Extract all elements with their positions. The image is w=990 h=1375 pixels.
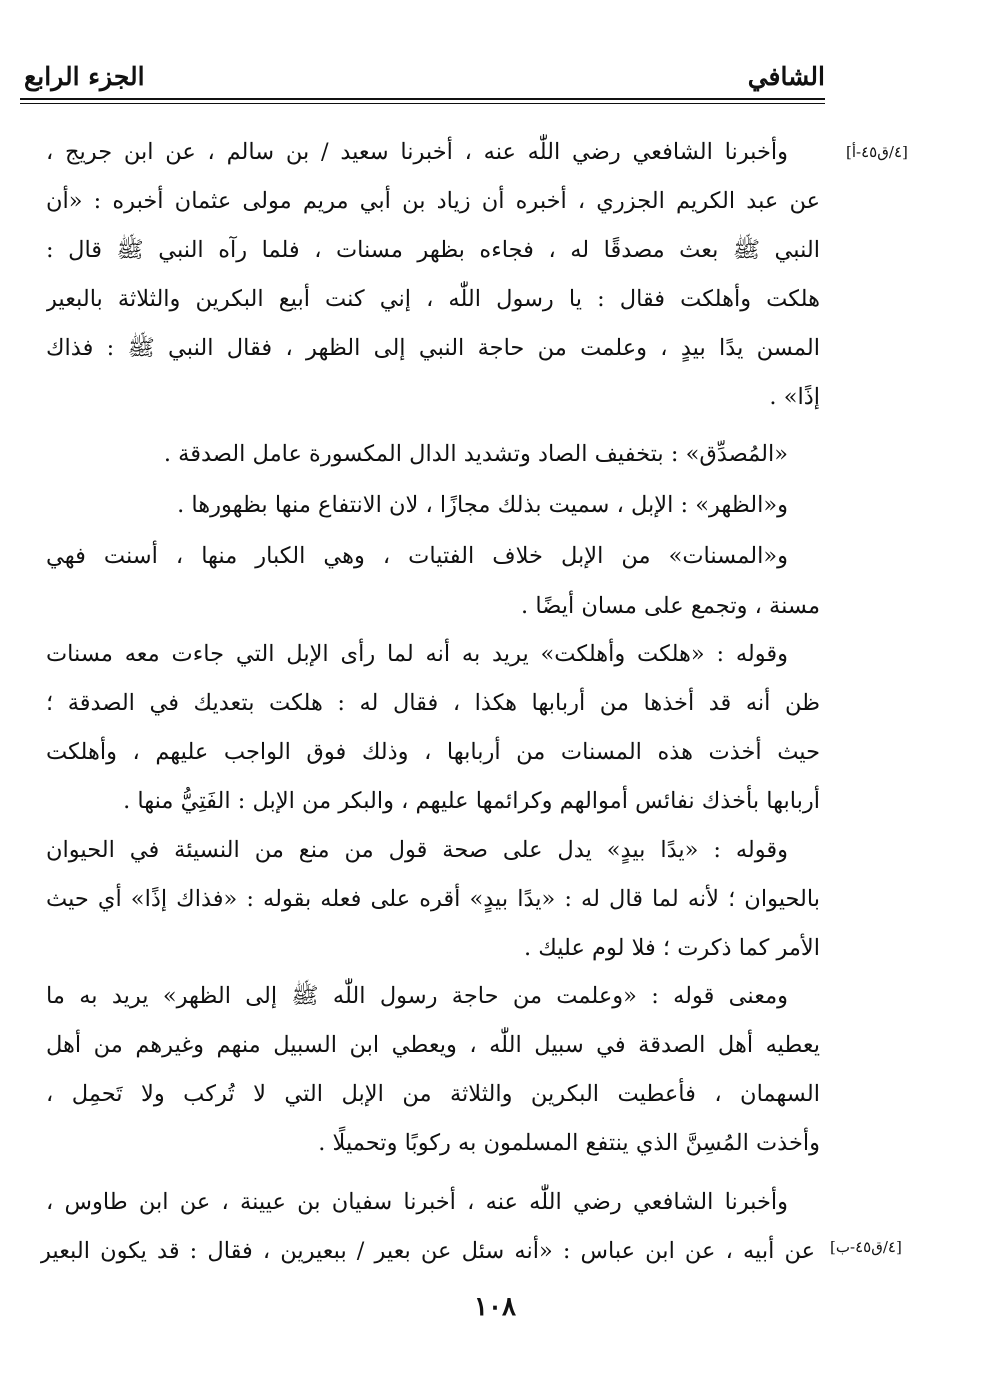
text-line: السهمان ، فأعطيت البكرين والثلاثة من الإبل التي لا تُركب ولا تَحمِل ،: [46, 1081, 820, 1107]
text-line: ومعنى قوله : «وعلمت من حاجة رسول اللّٰه ﷺ إلى الظهر» يريد به ما: [46, 983, 788, 1009]
text-line: هلكت وأهلكت فقال : يا رسول اللّٰه ، إني كنت أبيع البكرين والثلاثة بالبعير: [46, 286, 820, 312]
volume-label: الجزء الرابع: [24, 62, 145, 91]
text-line: «المُصدِّق» : بتخفيف الصاد وتشديد الدال المكسورة عامل الصدقة .: [163, 441, 788, 467]
text-line: عن عبد الكريم الجزري ، أخبره أن زياد بن أبي مريم مولى عثمان أخبره : «أن: [46, 188, 820, 214]
text-line: إذًا» .: [769, 384, 820, 410]
text-line: وقوله : «هلكت وأهلكت» يريد به أنه لما رأى الإبل التي جاءت معه مسنات: [46, 641, 788, 667]
text-line: النبي ﷺ بعث مصدقًا له ، فجاءه بظهر مسنات ، فلما رآه النبي ﷺ قال :: [46, 237, 820, 263]
text-line: وأخبرنا الشافعي رضي اللّٰه عنه ، أخبرنا سعيد / بن سالم ، عن ابن جريج ،: [46, 139, 788, 165]
text-line: وأخذت المُسِنَّ الذي ينتفع المسلمون به ركوبًا وتحميلًا .: [318, 1130, 820, 1156]
running-header: [20, 62, 825, 98]
page-number: ١٠٨: [474, 1292, 516, 1322]
manuscript-folio-marker-top: [٤/ق٤٥-أ]: [846, 143, 908, 161]
text-line: حيث أخذت هذه المسنات من أربابها ، وذلك فوق الواجب عليهم ، وأهلكت: [46, 739, 820, 765]
text-line: عن أبيه ، عن ابن عباس : «أنه سئل عن بعير / ببعيرين ، فقال : قد يكون البعير: [40, 1238, 815, 1264]
header-rule-thin: [20, 103, 825, 104]
manuscript-folio-marker-bottom: [٤/ق٤٥-ب]: [830, 1238, 902, 1256]
text-line: يعطيه أهل الصدقة في سبيل اللّٰه ، ويعطي ابن السبيل منهم وغيرهم من أهل: [46, 1032, 820, 1058]
text-line: و«المسنات» من الإبل خلاف الفتيات ، وهي الكبار منها ، أسنت فهي: [46, 543, 788, 569]
header-rule-thick: [20, 98, 825, 100]
text-line: مسنة ، وتجمع على مسان أيضًا .: [521, 593, 820, 619]
text-line: و«الظهر» : الإبل ، سميت بذلك مجازًا ، لان الانتفاع منها بظهورها .: [177, 492, 788, 518]
text-line: وأخبرنا الشافعي رضي اللّٰه عنه ، أخبرنا سفيان بن عيينة ، عن ابن طاوس ،: [46, 1189, 788, 1215]
text-line: ظن أنه قد أخذها من أربابها هكذا ، فقال له : هلكت بتعديك في الصدقة ؛: [46, 690, 820, 716]
text-line: وقوله : «يدًا بيدٍ» يدل على صحة قول من منع من النسيئة في الحيوان: [46, 837, 788, 863]
book-title: الشافي: [747, 62, 825, 91]
text-line: بالحيوان ؛ لأنه لما قال له : «يدًا بيدٍ» أقره على فعله بقوله : «فذاك إذًا» أي حيث: [46, 886, 820, 912]
text-line: المسن يدًا بيدٍ ، وعلمت من حاجة النبي إلى الظهر ، فقال النبي ﷺ : فذاك: [46, 335, 820, 361]
text-line: الأمر كما ذكرت ؛ فلا لوم عليك .: [523, 935, 820, 961]
text-line: أربابها بأخذك نفائس أموالهم وكرائمها عليهم ، والبكر من الإبل : الفَتِيُّ منها .: [123, 788, 820, 814]
